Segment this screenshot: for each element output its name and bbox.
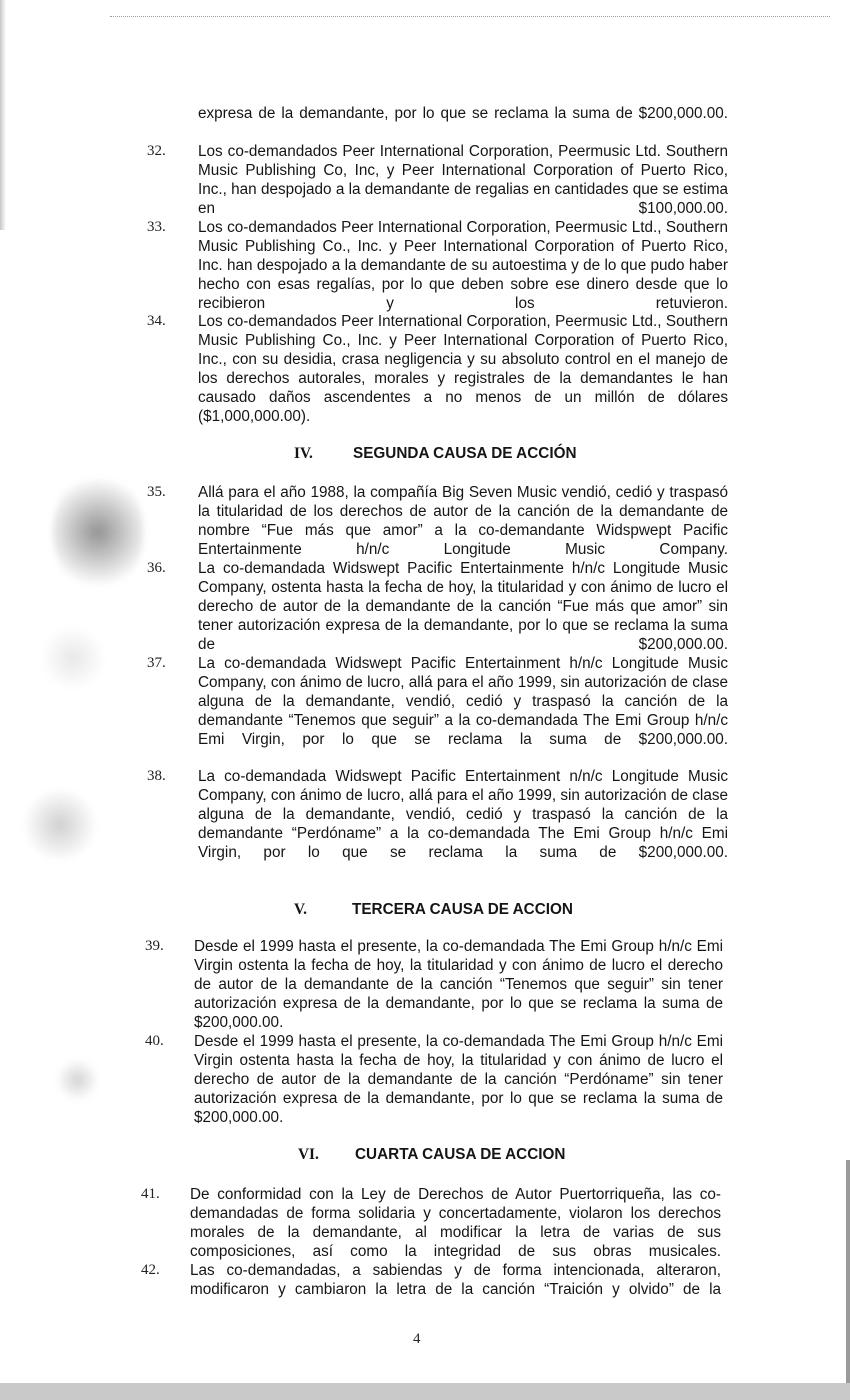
paragraph-number: 38.: [147, 768, 166, 784]
heading-title: TERCERA CAUSA DE ACCION: [352, 901, 573, 918]
paragraph-number: 40.: [145, 1033, 164, 1049]
paragraph-number: 39.: [145, 938, 164, 954]
paragraph-number: 33.: [147, 219, 166, 235]
paragraph-number: 42.: [141, 1262, 160, 1278]
paragraph-number: 41.: [141, 1186, 160, 1202]
scan-smudge: [38, 628, 108, 688]
paragraph-text: Allá para el año 1988, la compañía Big Seven Music vendió, cedió y traspasó la titularidad de los derechos de autor de la canción de la demandante de nombre “Fue más que amor” a la co-demandante Widspwept Pacific Entertainmente h/n/c Longitude Music Company.: [198, 484, 728, 558]
lead-in-text: expresa de la demandante, por lo que se reclama la suma de $200,000.00.: [198, 105, 728, 122]
paragraph-text: La co-demandada Widswept Pacific Entertainment n/n/c Longitude Music Company, con ánimo de lucro, allá para el año 1999, sin autorización de clase alguna de la demandante, vendió, cedió y traspasó la canción de la demandante “Perdóname” a la co-demandada The Emi Group h/n/c Emi Virgin, por lo que se reclama la suma de $200,000.00.: [198, 768, 728, 861]
heading-title: SEGUNDA CAUSA DE ACCIÓN: [353, 445, 577, 462]
paragraph-number: 35.: [147, 484, 166, 500]
scan-bottom-band: [0, 1383, 850, 1400]
paragraph-number: 36.: [147, 560, 166, 576]
paragraph-text: Las co-demandadas, a sabiendas y de forma intencionada, alteraron, modificaron y cambiaron la letra de la canción “Traición y olvido” de la: [190, 1262, 721, 1298]
paragraph-text: Los co-demandados Peer International Corporation, Peermusic Ltd. Southern Music Publishing Co, Inc, y Peer International Corporation of Puerto Rico, Inc., han despojado a la demandante de regalias en cantidades que se estima en $100,000.00.: [198, 143, 728, 217]
paragraph-text: Desde el 1999 hasta el presente, la co-demandada The Emi Group h/n/c Emi Virgin ostenta la fecha de hoy, la titularidad y con ánimo de lucro el derecho de autor de la demandante de la canción “Tenemos que seguir” sin tener autorización expresa de la demandante, por lo que se reclama la suma de $200,000.00.: [194, 938, 723, 1031]
paragraph-text: Los co-demandados Peer International Corporation, Peermusic Ltd., Southern Music Publishing Co., Inc. y Peer International Corporation of Puerto Rico, Inc., con su desidia, crasa negligencia y su absoluto control en el manejo de los derechos autorales, morales y registrales de la demandantes le han causado daños ascendentes a no menos de un millón de dólares ($1,000,000.00).: [198, 313, 728, 425]
paragraph-text: Desde el 1999 hasta el presente, la co-demandada The Emi Group h/n/c Emi Virgin ostenta hasta la fecha de hoy, la titularidad y con ánimo de lucro el derecho de autor de la demandante de la canción “Perdóname” sin tener autorización expresa de la demandante, por lo que se reclama la suma de $200,000.00.: [194, 1033, 723, 1126]
heading-roman-numeral: IV.: [294, 445, 313, 462]
heading-roman-numeral: V.: [294, 901, 307, 918]
scan-right-edge: [846, 1160, 850, 1390]
paragraph-number: 34.: [147, 313, 166, 329]
paragraph-text: De conformidad con la Ley de Derechos de Autor Puertorriqueña, las co-demandadas de forma solidaria y concertadamente, violaron los derechos morales de la demandante, al modificar la letra de varias de sus composiciones, así como la integridad de sus obras musicales.: [190, 1186, 721, 1260]
scan-smudge: [52, 472, 144, 592]
scan-top-rule: [110, 16, 830, 17]
page-number: 4: [413, 1331, 421, 1347]
paragraph-number: 32.: [147, 143, 166, 159]
paragraph-text: Los co-demandados Peer International Corporation, Peermusic Ltd., Southern Music Publishing Co., Inc. y Peer International Corporation of Puerto Rico, Inc. han despojado a la demandante de su autoestima y de lo que pudo haber hecho con esas regalías, por lo que deben sobre ese dinero desde que lo recibieron y los retuvieron.: [198, 219, 728, 312]
paragraph-text: La co-demandada Widswept Pacific Entertainment h/n/c Longitude Music Company, con ánimo de lucro, allá para el año 1999, sin autorización de clase alguna de la demandante, vendió, cedió y traspasó la canción de la demandante “Tenemos que seguir” a la co-demandada The Emi Group h/n/c Emi Virgin, por lo que se reclama la suma de $200,000.00.: [198, 655, 728, 748]
paragraph-text: La co-demandada Widswept Pacific Entertainmente h/n/c Longitude Music Company, ostenta hasta la fecha de hoy, la titularidad y con ánimo de lucro el derecho de autor de la demandante de la canción “Fue más que amor” sin tener autorización expresa de la demandante, por lo que se reclama la suma de $200,000.00.: [198, 560, 728, 653]
heading-roman-numeral: VI.: [298, 1146, 319, 1163]
paragraph-number: 37.: [147, 655, 166, 671]
scan-smudge: [20, 790, 100, 860]
heading-title: CUARTA CAUSA DE ACCION: [355, 1146, 566, 1163]
scan-left-edge: [0, 0, 6, 230]
scan-smudge: [55, 1060, 100, 1100]
